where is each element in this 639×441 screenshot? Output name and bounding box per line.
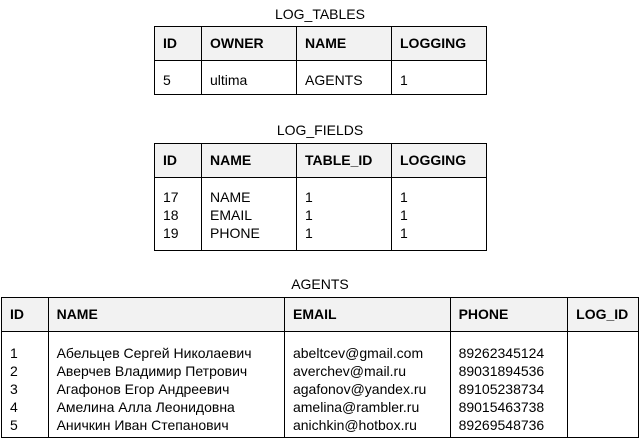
data-column-cell [155,178,202,251]
data-column-cell [155,61,202,95]
column-header: TABLE_ID [297,144,392,178]
table-cell: 17 [163,189,179,205]
table-cell: anichkin@hotbox.ru [292,417,417,433]
table-cell: 1 [305,207,313,223]
table-cell: 89105238734 [458,381,545,397]
data-row [2,332,639,438]
column-header: PHONE [450,298,568,332]
column-header: EMAIL [284,298,450,332]
data-column-cell [297,61,392,95]
table-cell [576,344,638,362]
agents-caption: AGENTS [291,276,349,292]
table-cell: Агафонов Егор Андреевич [56,381,230,397]
table-cell: 2 [10,363,18,379]
data-column-cell [392,61,487,95]
table-cell: PHONE [210,225,260,241]
column-header: ID [155,27,202,61]
header-row [2,298,639,332]
table-cell: 89262345124 [458,345,545,361]
log-fields-table [154,143,487,251]
data-column-cell [202,178,297,251]
header-row [155,27,487,61]
table-cell [576,362,638,380]
data-row [155,61,487,95]
log-tables-caption: LOG_TABLES [274,6,365,22]
data-row [155,178,487,251]
data-column-cell [202,61,297,95]
table-cell: 89031894536 [458,363,545,379]
table-cell [576,398,638,416]
data-column-cell [450,332,568,438]
log-tables-table [154,26,487,95]
table-cell: agafonov@yandex.ru [292,381,427,397]
data-column-cell [2,332,49,438]
table-cell: 3 [10,381,18,397]
table-cell: 5 [163,72,171,88]
column-header: OWNER [202,27,297,61]
column-header: NAME [202,144,297,178]
table-cell: Амелина Алла Леонидовна [56,399,235,415]
table-cell: Аверчев Владимир Петрович [56,363,248,379]
data-column-cell [284,332,450,438]
table-cell: 1 [400,189,408,205]
table-cell: Абельцев Сергей Николаевич [56,345,252,361]
table-cell: ultima [210,72,248,88]
data-column-cell [568,332,639,438]
header-row [155,144,487,178]
table-cell: 89015463738 [458,399,545,415]
data-column-cell [48,332,284,438]
table-cell: averchev@mail.ru [292,363,407,379]
column-header: ID [2,298,49,332]
table-cell [576,416,638,434]
table-cell: EMAIL [210,207,253,223]
table-cell [576,380,638,398]
table-cell: 89269548736 [458,417,545,433]
column-header: NAME [297,27,392,61]
table-cell: 1 [305,225,313,241]
table-cell: Аничкин Иван Степанович [56,417,229,433]
table-cell: amelina@rambler.ru [292,399,420,415]
table-cell: AGENTS [305,72,363,88]
table-cell: NAME [210,189,251,205]
column-header: ID [155,144,202,178]
table-cell: 1 [400,225,408,241]
table-cell: 5 [10,417,18,433]
table-cell: 4 [10,399,18,415]
table-cell: 1 [10,345,18,361]
table-cell: 19 [163,225,179,241]
table-cell: abeltcev@gmail.com [292,345,424,361]
column-header: NAME [48,298,284,332]
table-cell: 1 [400,207,408,223]
table-cell: 18 [163,207,179,223]
column-header: LOGGING [392,27,487,61]
data-column-cell [392,178,487,251]
log-fields-caption: LOG_FIELDS [276,122,364,138]
agents-table [1,297,639,438]
table-cell: 1 [400,72,408,88]
table-cell: 1 [305,189,313,205]
data-column-cell [297,178,392,251]
column-header: LOG_ID [568,298,639,332]
column-header: LOGGING [392,144,487,178]
